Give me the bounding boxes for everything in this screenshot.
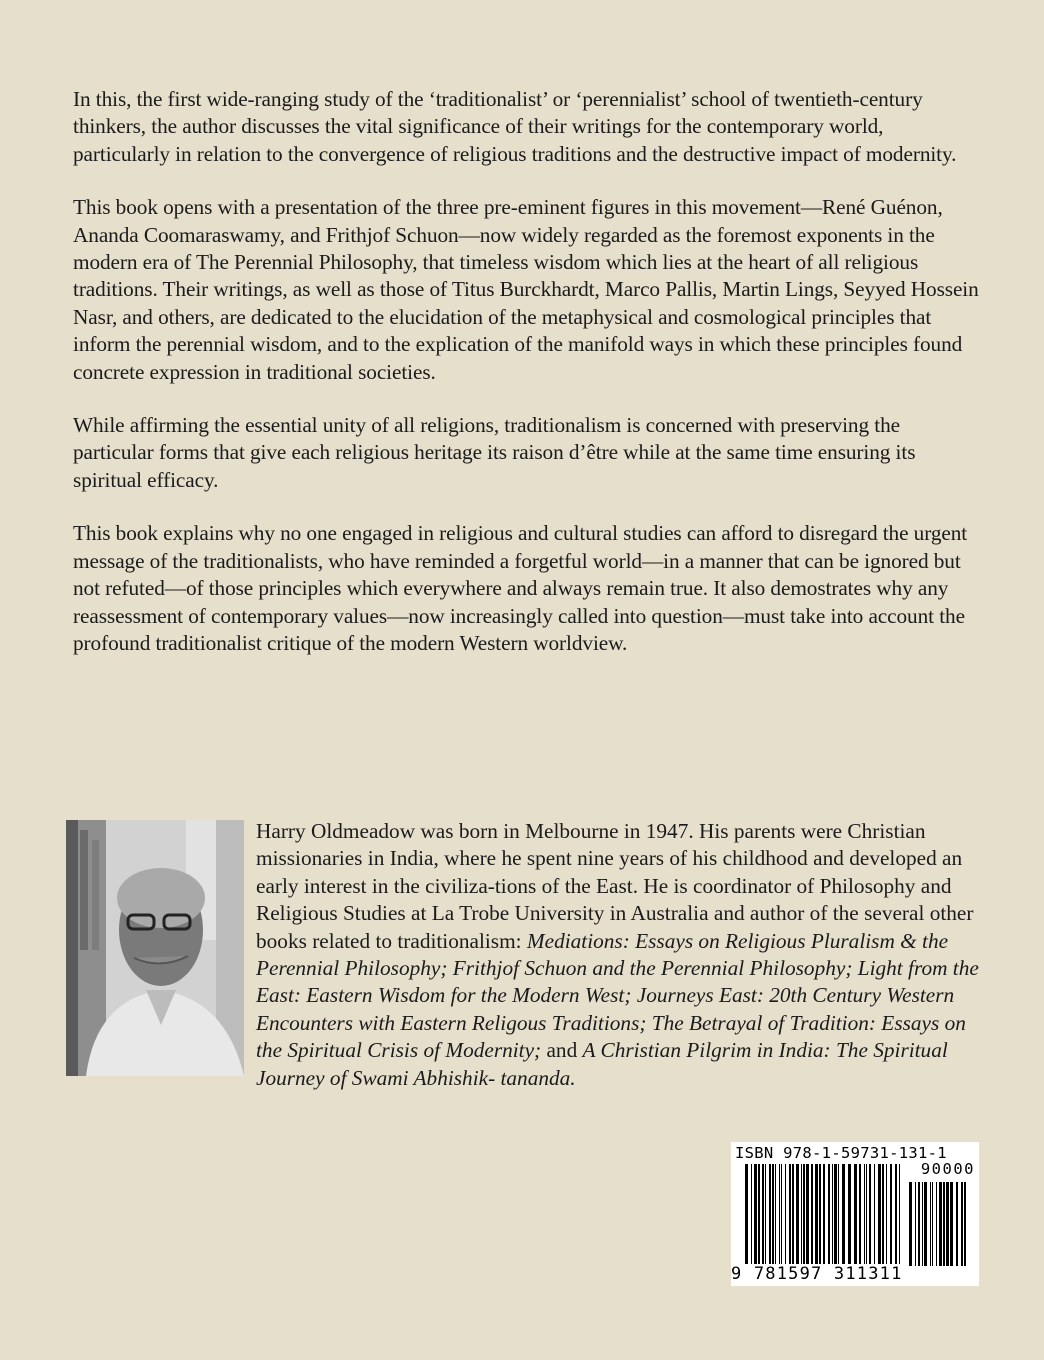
author-books-conjunction: and (541, 1038, 583, 1063)
blurb-paragraph-1: In this, the first wide-ranging study of the ‘traditionalist’ or ‘perennialist’ school of twentieth-century thinkers, the author discusses the vital significance of their writings for the contemporary world, particularly in relation to the convergence of religious traditions and the destructive impact of modernity. (73, 87, 957, 166)
author-bio-text: Harry Oldmeadow was born in Melbourne in 1947. His parents were Christian missionaries in India, where he spent nine years of his childhood and developed an early interest in the civiliza-tions of the East. He is coordinator of Philosophy and Religious Studies at La Trobe University in Australia and author of the several other books related to traditionalism: (256, 819, 974, 953)
author-books-list: Mediations: Essays on Religious Pluralism & the Perennial Philosophy; Frithjof Schuon and the Perennial Philosophy; Light from the East: Eastern Wisdom for the Modern West; Journeys East: 20th Century Western Encounters with Eastern Religous Traditions; The Betrayal of Tradition: Essays on the Spiritual Crisis of Modernity; (256, 928, 979, 1063)
isbn-digits: 9 781597 311311 (731, 1264, 903, 1284)
author-bio-section (66, 818, 990, 1092)
isbn-barcode (731, 1142, 979, 1286)
price-code: 90000 (920, 1160, 975, 1178)
blurb-paragraph-3: While affirming the essential unity of all religions, traditionalism is concerned with preserving the particular forms that give each religious heritage its raison d’être while at the same time ensuring its spiritual efficacy. (73, 413, 916, 492)
blurb-paragraph-2: This book opens with a presentation of the three pre-eminent figures in this movement—René Guénon, Ananda Coomaraswamy, and Frithjof Schuon—now widely regarded as the foremost exponents in the modern era of The Perennial Philosophy, that timeless wisdom which lies at the heart of all religious traditions. Their writings, as well as those of Titus Burckhardt, Marco Pallis, Martin Lings, Seyyed Hossein Nasr, and others, are dedicated to the elucidation of the metaphysical and cosmological principles that inform the perennial wisdom, and to the explication of the manifold ways in which these principles found concrete expression in traditional societies. (73, 195, 979, 384)
author-photo (66, 820, 244, 1076)
ean-bars (745, 1164, 905, 1266)
blurb-paragraph-4: This book explains why no one engaged in religious and cultural studies can afford to disregard the urgent message of the traditionalists, who have reminded a forgetful world—in a manner that can be ignored but not refuted—of those principles which everywhere and always remain true. It also demostrates why any reassessment of contemporary values—now increasingly called into question—must take into account the profound traditionalist critique of the modern Western worldview. (73, 521, 968, 655)
author-books-last: A Christian Pilgrim in India: The Spiritual Journey of Swami Abhishik- tananda. (256, 1038, 948, 1090)
back-cover-blurb (73, 86, 983, 683)
isbn-label: ISBN 978-1-59731-131-1 (735, 1144, 947, 1162)
addon-bars (909, 1182, 969, 1266)
